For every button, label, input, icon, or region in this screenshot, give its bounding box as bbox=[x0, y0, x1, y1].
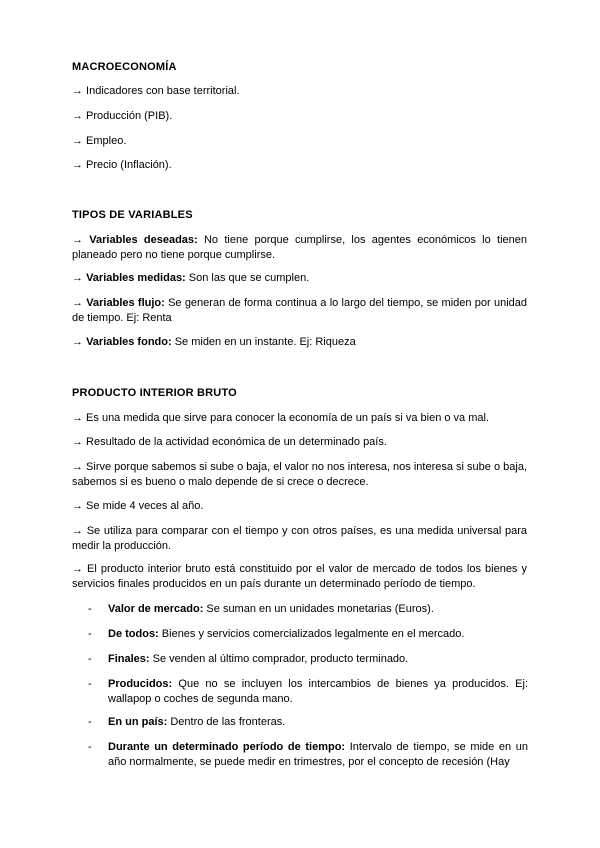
bullet-dash: - bbox=[88, 653, 92, 665]
bullet-text: Se venden al último comprador, producto terminado. bbox=[149, 653, 409, 665]
pib-item: → Resultado de la actividad económica de un determinado país. bbox=[72, 436, 387, 448]
variable-text: Son las que se cumplen. bbox=[185, 272, 310, 284]
section-title-macroeconomia: MACROECONOMÍA bbox=[72, 61, 177, 73]
variable-item bbox=[72, 233, 527, 262]
pib-bullet bbox=[88, 627, 528, 642]
variable-item bbox=[72, 335, 527, 350]
pib-item: → Se mide 4 veces al año. bbox=[72, 500, 204, 512]
bullet-text: Bienes y servicios comercializados legalmente en el mercado. bbox=[158, 628, 465, 640]
bullet-text: Se suman en un unidades monetarias (Euros). bbox=[203, 603, 434, 615]
bullet-term: De todos: bbox=[108, 628, 159, 640]
macro-item: → Indicadores con base territorial. bbox=[72, 85, 240, 97]
variable-item bbox=[72, 271, 527, 286]
section-title-tipos-de-variables: TIPOS DE VARIABLES bbox=[72, 209, 193, 221]
macro-item: → Empleo. bbox=[72, 135, 127, 147]
variable-text: Se miden en un instante. Ej: Riqueza bbox=[171, 336, 356, 348]
variable-text: No tiene porque cumplirse, los agentes económicos lo tienen planeado pero no tiene porque cumplirse. bbox=[72, 234, 527, 261]
bullet-term: Valor de mercado: bbox=[108, 603, 204, 615]
variable-term: Variables medidas: bbox=[86, 272, 186, 284]
arrow-glyph: → bbox=[72, 297, 87, 309]
bullet-term: Finales: bbox=[108, 653, 150, 665]
arrow-glyph: → bbox=[72, 234, 90, 246]
pib-bullet bbox=[88, 652, 528, 667]
bullet-dash: - bbox=[88, 603, 92, 615]
variable-term: Variables flujo: bbox=[86, 297, 165, 309]
variable-term: Variables fondo: bbox=[86, 336, 172, 348]
variable-text: Se generan de forma continua a lo largo del tiempo, se miden por unidad de tiempo. Ej: Renta bbox=[72, 297, 527, 324]
bullet-term: Producidos: bbox=[108, 678, 173, 690]
section-title-producto-interior-bruto: PRODUCTO INTERIOR BRUTO bbox=[72, 387, 237, 399]
pib-item: → Se utiliza para comparar con el tiempo y con otros países, es una medida universal para medir la producción. bbox=[72, 525, 527, 552]
bullet-dash: - bbox=[88, 678, 92, 690]
arrow-glyph: → bbox=[72, 336, 87, 348]
bullet-text: Dentro de las fronteras. bbox=[167, 716, 286, 728]
pib-bullet bbox=[88, 677, 528, 706]
bullet-term: En un país: bbox=[108, 716, 168, 728]
bullet-dash: - bbox=[88, 628, 92, 640]
macro-item: → Producción (PIB). bbox=[72, 110, 173, 122]
pib-bullet bbox=[88, 602, 528, 617]
bullet-text: Intervalo de tiempo, se mide en un año normalmente, se puede medir en trimestres, por el concepto de recesión (Hay bbox=[108, 741, 528, 768]
variable-term: Variables deseadas: bbox=[89, 234, 198, 246]
macro-item: → Precio (Inflación). bbox=[72, 159, 172, 171]
pib-item: → El producto interior bruto está constituido por el valor de mercado de todos los bienes y servicios finales producidos en un país durante un determinado período de tiempo. bbox=[72, 563, 527, 590]
pib-bullet bbox=[88, 740, 528, 769]
arrow-glyph: → bbox=[72, 272, 87, 284]
pib-item: → Sirve porque sabemos si sube o baja, el valor no nos interesa, nos interesa si sube o baja, sabemos si es bueno o malo depende de si crece o decrece. bbox=[72, 461, 527, 488]
bullet-text: Que no se incluyen los intercambios de bienes ya producidos. Ej: wallapop o coches de segunda mano. bbox=[108, 678, 528, 705]
pib-bullet bbox=[88, 715, 528, 730]
variable-item bbox=[72, 296, 527, 325]
bullet-dash: - bbox=[88, 741, 92, 753]
bullet-dash: - bbox=[88, 716, 92, 728]
pib-item: → Es una medida que sirve para conocer la economía de un país si va bien o va mal. bbox=[72, 412, 490, 424]
bullet-term: Durante un determinado período de tiempo: bbox=[108, 741, 346, 753]
